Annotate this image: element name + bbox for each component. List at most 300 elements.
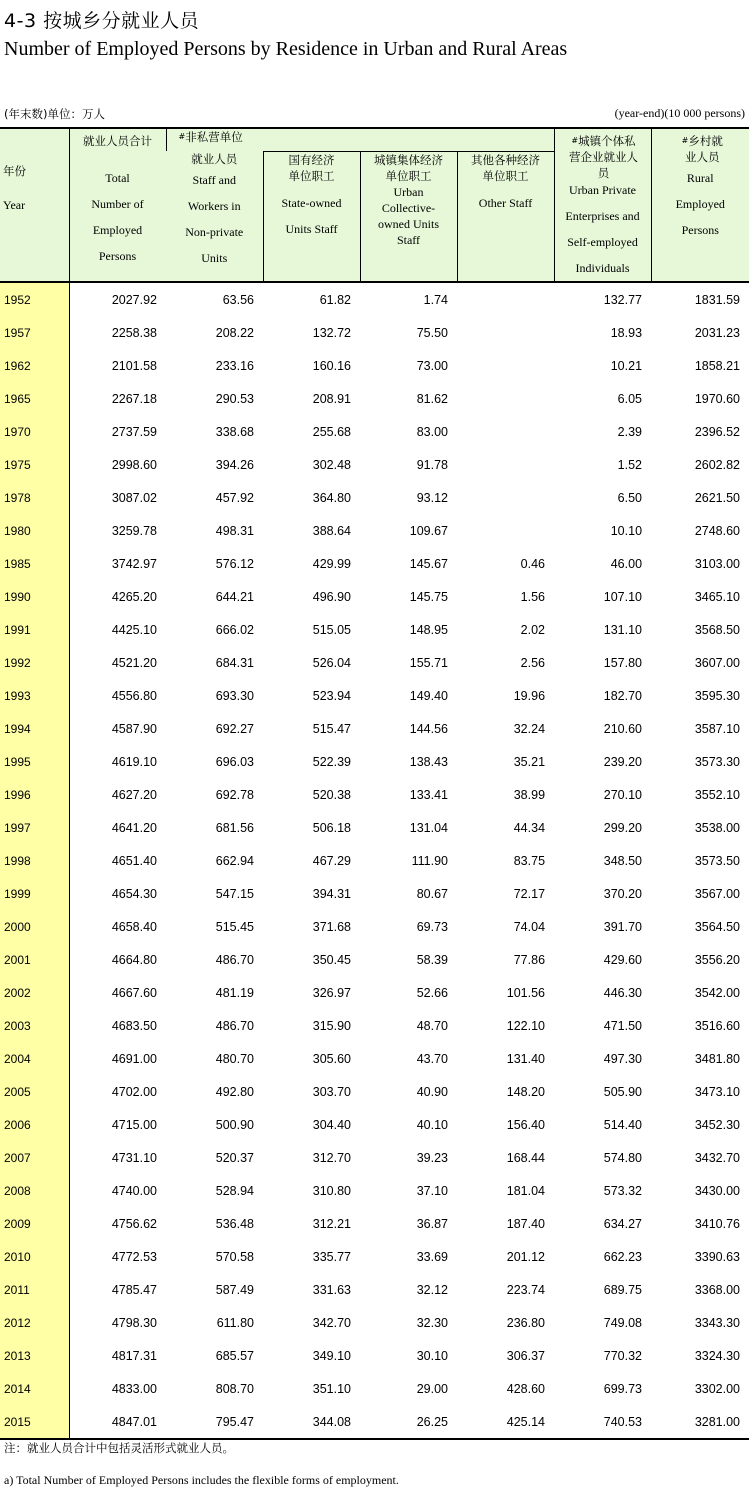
value-cell: 522.39	[312, 755, 351, 769]
value-cell: 4756.62	[111, 1217, 157, 1231]
table-row	[0, 580, 749, 613]
value-cell: 236.80	[506, 1316, 546, 1330]
value-cell: 4425.10	[111, 623, 157, 637]
value-cell: 515.47	[312, 722, 351, 736]
value-cell: 305.60	[312, 1052, 351, 1066]
value-cell: 255.68	[312, 425, 351, 439]
value-cell: 0.46	[520, 557, 546, 571]
value-cell: 312.21	[312, 1217, 351, 1231]
value-cell: 303.70	[312, 1085, 351, 1099]
header-nonprivate: 就业人员 Staff and Workers in Non-private Units	[166, 151, 263, 282]
table-row	[0, 679, 749, 712]
table-row	[0, 382, 749, 415]
table-row	[0, 745, 749, 778]
value-cell: 32.30	[416, 1316, 448, 1330]
value-cell: 4772.53	[111, 1250, 157, 1264]
table-row	[0, 1174, 749, 1207]
value-cell: 302.48	[312, 458, 351, 472]
value-cell: 145.67	[409, 557, 448, 571]
value-cell: 523.94	[312, 689, 351, 703]
value-cell: 46.00	[610, 557, 643, 571]
table-row	[0, 1339, 749, 1372]
table-row	[0, 481, 749, 514]
table-row	[0, 1108, 749, 1141]
value-cell: 133.41	[409, 788, 448, 802]
value-cell: 4667.60	[111, 986, 157, 1000]
year-cell: 1994	[0, 712, 69, 745]
value-cell: 4798.30	[111, 1316, 157, 1330]
value-cell: 63.56	[222, 293, 254, 307]
value-cell: 351.10	[312, 1382, 351, 1396]
value-cell: 4691.00	[111, 1052, 157, 1066]
value-cell: 2.56	[520, 656, 546, 670]
unit-label: (年末数)单位：万人	[4, 107, 105, 121]
value-cell: 3538.00	[694, 821, 741, 835]
value-cell: 3587.10	[694, 722, 741, 736]
value-cell: 26.25	[360, 1405, 457, 1439]
value-cell: 699.73	[603, 1382, 643, 1396]
value-cell: 18.93	[610, 326, 643, 340]
employment-table	[0, 127, 749, 1440]
value-cell: 91.78	[416, 458, 448, 472]
year-cell: 2010	[0, 1240, 69, 1273]
value-cell: 35.21	[513, 755, 546, 769]
table-row	[0, 282, 749, 316]
value-cell: 157.80	[603, 656, 643, 670]
value-cell: 692.27	[215, 722, 254, 736]
table-row	[0, 1240, 749, 1273]
value-cell: 83.75	[513, 854, 546, 868]
table-row	[0, 1306, 749, 1339]
value-cell: 644.21	[215, 590, 254, 604]
note-en: a) Total Number of Employed Persons includes the flexible forms of employment.	[4, 1473, 399, 1487]
value-cell: 3556.20	[694, 953, 741, 967]
table-row	[0, 778, 749, 811]
value-cell: 3742.97	[111, 557, 157, 571]
value-cell: 201.12	[506, 1250, 546, 1264]
value-cell: 4833.00	[111, 1382, 157, 1396]
year-cell: 1990	[0, 580, 69, 613]
table-row	[0, 613, 749, 646]
value-cell: 3542.00	[694, 986, 741, 1000]
table-row	[0, 1273, 749, 1306]
value-cell: 80.67	[416, 887, 448, 901]
value-cell: 2.39	[617, 425, 643, 439]
value-cell: 10.10	[610, 524, 643, 538]
value-cell: 808.70	[215, 1382, 254, 1396]
value-cell: 32.24	[513, 722, 546, 736]
value-cell: 38.99	[513, 788, 546, 802]
value-cell: 446.30	[603, 986, 643, 1000]
value-cell: 101.56	[506, 986, 546, 1000]
value-cell: 526.04	[312, 656, 351, 670]
year-cell: 1998	[0, 844, 69, 877]
value-cell: 3452.30	[694, 1118, 741, 1132]
value-cell: 388.64	[312, 524, 351, 538]
value-cell: 1.74	[423, 293, 448, 307]
table-row	[0, 1207, 749, 1240]
value-cell: 187.40	[506, 1217, 546, 1231]
value-cell: 4651.40	[111, 854, 157, 868]
value-cell: 58.39	[416, 953, 448, 967]
year-cell: 1997	[0, 811, 69, 844]
year-cell: 2003	[0, 1009, 69, 1042]
value-cell: 310.80	[312, 1184, 351, 1198]
value-cell: 467.29	[312, 854, 351, 868]
table-row	[0, 448, 749, 481]
value-cell	[457, 382, 554, 415]
year-cell: 2015	[0, 1405, 69, 1439]
value-cell: 3516.60	[694, 1019, 741, 1033]
value-cell: 536.48	[215, 1217, 254, 1231]
value-cell: 208.22	[215, 326, 254, 340]
value-cell: 391.70	[603, 920, 643, 934]
value-cell: 40.90	[416, 1085, 448, 1099]
value-cell: 2031.23	[694, 326, 741, 340]
value-cell: 696.03	[215, 755, 254, 769]
year-cell: 1975	[0, 448, 69, 481]
value-cell: 2.02	[520, 623, 546, 637]
value-cell: 10.21	[610, 359, 643, 373]
value-cell: 2748.60	[694, 524, 741, 538]
value-cell: 770.32	[603, 1349, 643, 1363]
value-cell: 93.12	[416, 491, 448, 505]
value-cell: 3343.30	[694, 1316, 741, 1330]
value-cell: 306.37	[506, 1349, 546, 1363]
value-cell: 3573.30	[694, 755, 741, 769]
value-cell: 36.87	[416, 1217, 448, 1231]
value-cell: 4847.01	[69, 1405, 166, 1439]
value-cell: 156.40	[506, 1118, 546, 1132]
value-cell: 570.58	[215, 1250, 254, 1264]
value-cell: 239.20	[603, 755, 643, 769]
value-cell: 3390.63	[694, 1250, 741, 1264]
value-cell: 132.77	[603, 293, 643, 307]
value-cell: 370.20	[603, 887, 643, 901]
value-cell: 471.50	[603, 1019, 643, 1033]
table-row	[0, 316, 749, 349]
table-row	[0, 1075, 749, 1108]
value-cell: 2602.82	[694, 458, 741, 472]
value-cell: 4785.47	[111, 1283, 157, 1297]
value-cell: 72.17	[513, 887, 546, 901]
header-urban-private: #城镇个体私营企业就业人员 Urban Private Enterprises and Self-employed Individuals	[554, 128, 651, 282]
year-cell: 1978	[0, 481, 69, 514]
value-cell: 611.80	[216, 1316, 254, 1330]
value-cell: 350.45	[312, 953, 351, 967]
year-cell: 1993	[0, 679, 69, 712]
table-row	[0, 514, 749, 547]
value-cell: 2027.92	[111, 293, 157, 307]
value-cell: 4556.80	[111, 689, 157, 703]
value-cell: 52.66	[416, 986, 448, 1000]
value-cell: 122.10	[506, 1019, 546, 1033]
value-cell: 148.20	[506, 1085, 546, 1099]
value-cell: 3410.76	[694, 1217, 741, 1231]
value-cell: 326.97	[312, 986, 351, 1000]
value-cell: 662.23	[603, 1250, 643, 1264]
header-total: 就业人员合计 Total Number of Employed Persons	[69, 128, 166, 282]
value-cell: 2998.60	[111, 458, 157, 472]
value-cell: 19.96	[513, 689, 546, 703]
value-cell: 3567.00	[694, 887, 741, 901]
table-row	[0, 943, 749, 976]
value-cell: 208.91	[312, 392, 351, 406]
value-cell: 497.30	[603, 1052, 643, 1066]
value-cell: 3087.02	[111, 491, 157, 505]
value-cell: 348.50	[603, 854, 643, 868]
value-cell: 107.10	[603, 590, 643, 604]
value-cell: 4521.20	[111, 656, 157, 670]
value-cell: 364.80	[312, 491, 351, 505]
value-cell: 290.53	[215, 392, 254, 406]
value-cell: 81.62	[416, 392, 448, 406]
value-cell: 3607.00	[694, 656, 741, 670]
value-cell: 3595.30	[694, 689, 741, 703]
value-cell: 3302.00	[694, 1382, 741, 1396]
value-cell: 132.72	[312, 326, 351, 340]
value-cell: 576.12	[215, 557, 254, 571]
year-cell: 1970	[0, 415, 69, 448]
value-cell: 69.73	[416, 920, 448, 934]
value-cell: 3281.00	[651, 1405, 749, 1439]
year-cell: 2014	[0, 1372, 69, 1405]
value-cell: 520.38	[312, 788, 351, 802]
value-cell: 43.70	[416, 1052, 448, 1066]
note-cn: 注：就业人员合计中包括灵活形式就业人员。	[4, 1441, 234, 1455]
value-cell: 33.69	[416, 1250, 448, 1264]
value-cell	[457, 349, 554, 382]
value-cell: 506.18	[312, 821, 351, 835]
year-cell: 2004	[0, 1042, 69, 1075]
table-row	[0, 1009, 749, 1042]
value-cell: 2267.18	[111, 392, 157, 406]
value-cell: 500.90	[215, 1118, 254, 1132]
table-row	[0, 415, 749, 448]
table-row	[0, 1042, 749, 1075]
value-cell: 32.12	[416, 1283, 448, 1297]
value-cell: 4641.20	[111, 821, 157, 835]
value-cell: 2737.59	[111, 425, 157, 439]
value-cell: 331.63	[312, 1283, 351, 1297]
value-cell: 138.43	[409, 755, 448, 769]
year-cell: 1991	[0, 613, 69, 646]
value-cell: 48.70	[416, 1019, 448, 1033]
value-cell: 3368.00	[694, 1283, 741, 1297]
year-cell: 1999	[0, 877, 69, 910]
year-cell: 1952	[0, 282, 69, 316]
value-cell: 145.75	[409, 590, 448, 604]
unit-label-en: (year-end)(10 000 persons)	[614, 106, 745, 120]
value-cell: 3564.50	[694, 920, 741, 934]
value-cell: 233.16	[215, 359, 254, 373]
year-cell: 2012	[0, 1306, 69, 1339]
value-cell: 6.05	[617, 392, 643, 406]
value-cell: 315.90	[312, 1019, 351, 1033]
value-cell: 6.50	[617, 491, 643, 505]
table-row	[0, 811, 749, 844]
value-cell: 520.37	[215, 1151, 254, 1165]
value-cell: 684.31	[215, 656, 254, 670]
year-cell: 1996	[0, 778, 69, 811]
value-cell: 515.05	[312, 623, 351, 637]
value-cell: 4683.50	[111, 1019, 157, 1033]
value-cell: 740.53	[554, 1405, 651, 1439]
value-cell	[457, 514, 554, 547]
value-cell: 4654.30	[111, 887, 157, 901]
value-cell: 44.34	[513, 821, 546, 835]
value-cell: 131.10	[603, 623, 643, 637]
value-cell: 3481.80	[694, 1052, 741, 1066]
value-cell: 498.31	[215, 524, 254, 538]
value-cell: 74.04	[513, 920, 546, 934]
value-cell	[457, 316, 554, 349]
value-cell: 666.02	[215, 623, 254, 637]
year-cell: 2006	[0, 1108, 69, 1141]
value-cell: 73.00	[416, 359, 448, 373]
value-cell: 486.70	[215, 953, 254, 967]
value-cell: 689.75	[603, 1283, 643, 1297]
value-cell: 4731.10	[111, 1151, 157, 1165]
value-cell: 492.80	[215, 1085, 254, 1099]
value-cell	[457, 282, 554, 316]
value-cell: 131.04	[409, 821, 448, 835]
value-cell: 681.56	[215, 821, 254, 835]
value-cell: 210.60	[603, 722, 643, 736]
value-cell: 2396.52	[694, 425, 741, 439]
table-row	[0, 1405, 749, 1439]
value-cell: 61.82	[319, 293, 351, 307]
value-cell: 1858.21	[694, 359, 741, 373]
value-cell: 3473.10	[694, 1085, 741, 1099]
value-cell: 344.08	[263, 1405, 360, 1439]
value-cell: 30.10	[416, 1349, 448, 1363]
value-cell: 3103.00	[694, 557, 741, 571]
year-cell: 1980	[0, 514, 69, 547]
value-cell: 149.40	[409, 689, 448, 703]
table-row	[0, 844, 749, 877]
value-cell: 685.57	[215, 1349, 254, 1363]
value-cell: 39.23	[416, 1151, 448, 1165]
value-cell: 480.70	[215, 1052, 254, 1066]
table-row	[0, 910, 749, 943]
value-cell	[457, 481, 554, 514]
value-cell: 514.40	[603, 1118, 643, 1132]
year-cell: 2008	[0, 1174, 69, 1207]
value-cell: 349.10	[312, 1349, 351, 1363]
value-cell: 371.68	[312, 920, 351, 934]
value-cell: 587.49	[215, 1283, 254, 1297]
value-cell: 486.70	[215, 1019, 254, 1033]
year-cell: 1962	[0, 349, 69, 382]
value-cell: 662.94	[215, 854, 254, 868]
page-title: 4-3 按城乡分就业人员	[4, 10, 200, 32]
table-row	[0, 646, 749, 679]
value-cell: 749.08	[603, 1316, 643, 1330]
value-cell: 515.45	[215, 920, 254, 934]
value-cell: 1.52	[617, 458, 643, 472]
value-cell: 83.00	[416, 425, 448, 439]
year-cell: 2005	[0, 1075, 69, 1108]
table-row	[0, 1141, 749, 1174]
value-cell: 29.00	[416, 1382, 448, 1396]
value-cell: 299.20	[603, 821, 643, 835]
value-cell: 429.60	[603, 953, 643, 967]
value-cell: 155.71	[409, 656, 448, 670]
value-cell: 3259.78	[111, 524, 157, 538]
value-cell: 181.04	[506, 1184, 546, 1198]
value-cell: 425.14	[457, 1405, 554, 1439]
value-cell: 394.26	[215, 458, 254, 472]
value-cell: 394.31	[312, 887, 351, 901]
header-collective: 城镇集体经济单位职工 Urban Collective-owned Units Staff	[360, 151, 457, 282]
value-cell: 481.19	[215, 986, 254, 1000]
value-cell: 109.67	[409, 524, 448, 538]
year-cell: 2001	[0, 943, 69, 976]
value-cell: 1831.59	[694, 293, 741, 307]
year-cell: 2011	[0, 1273, 69, 1306]
year-cell: 1965	[0, 382, 69, 415]
value-cell: 131.40	[506, 1052, 546, 1066]
value-cell: 75.50	[416, 326, 448, 340]
value-cell: 692.78	[215, 788, 254, 802]
value-cell: 148.95	[409, 623, 448, 637]
value-cell: 223.74	[506, 1283, 546, 1297]
value-cell: 312.70	[312, 1151, 351, 1165]
value-cell: 693.30	[215, 689, 254, 703]
value-cell: 505.90	[603, 1085, 643, 1099]
value-cell: 2258.38	[111, 326, 157, 340]
year-cell: 1992	[0, 646, 69, 679]
year-cell: 2007	[0, 1141, 69, 1174]
value-cell: 160.16	[312, 359, 351, 373]
table-row	[0, 547, 749, 580]
page-subtitle: Number of Employed Persons by Residence in Urban and Rural Areas	[4, 38, 568, 60]
value-cell: 4627.20	[111, 788, 157, 802]
year-cell: 2009	[0, 1207, 69, 1240]
value-cell: 528.94	[215, 1184, 254, 1198]
value-cell: 168.44	[506, 1151, 546, 1165]
value-cell: 1970.60	[694, 392, 741, 406]
header-nonprivate-group: #非私营单位	[166, 128, 554, 151]
table-row	[0, 877, 749, 910]
value-cell: 338.68	[215, 425, 254, 439]
year-cell: 2000	[0, 910, 69, 943]
value-cell: 335.77	[312, 1250, 351, 1264]
value-cell: 4664.80	[111, 953, 157, 967]
value-cell: 3430.00	[694, 1184, 741, 1198]
value-cell: 270.10	[603, 788, 643, 802]
value-cell: 795.47	[166, 1405, 263, 1439]
table-row	[0, 712, 749, 745]
value-cell: 547.15	[215, 887, 254, 901]
header-rural: #乡村就业人员 Rural Employed Persons	[651, 128, 749, 282]
value-cell: 40.10	[416, 1118, 448, 1132]
value-cell: 3465.10	[694, 590, 741, 604]
value-cell: 144.56	[409, 722, 448, 736]
value-cell: 4587.90	[111, 722, 157, 736]
value-cell: 1.56	[520, 590, 546, 604]
value-cell: 3552.10	[694, 788, 741, 802]
value-cell: 4658.40	[111, 920, 157, 934]
header-year: 年份 Year	[0, 128, 69, 282]
value-cell: 4817.31	[111, 1349, 157, 1363]
value-cell: 4740.00	[111, 1184, 157, 1198]
value-cell: 2101.58	[111, 359, 157, 373]
value-cell: 496.90	[312, 590, 351, 604]
value-cell: 429.99	[312, 557, 351, 571]
value-cell: 77.86	[513, 953, 546, 967]
